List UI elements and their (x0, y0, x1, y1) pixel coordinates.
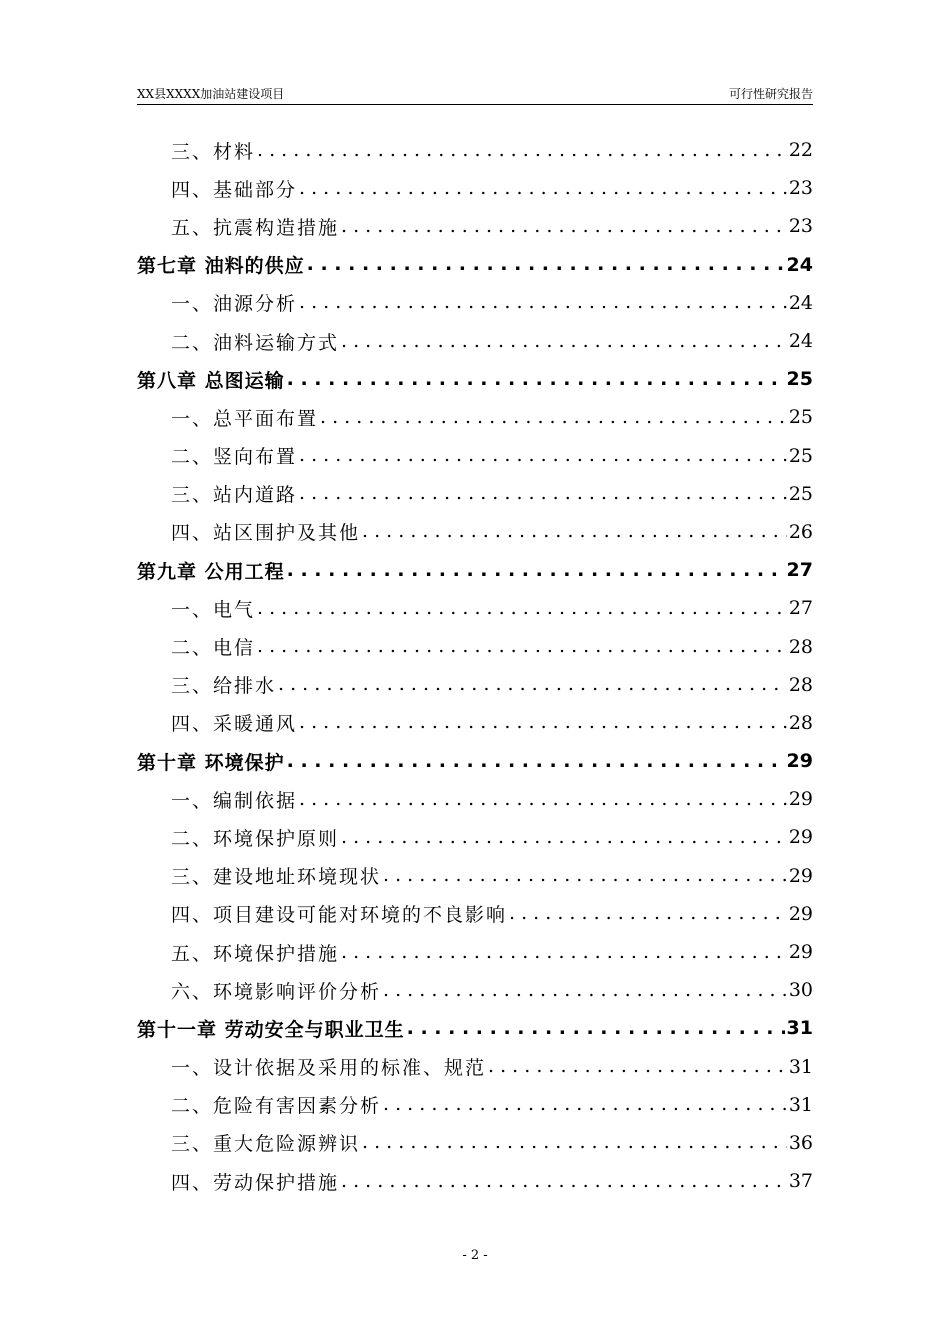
toc-section-entry[interactable] (137, 627, 813, 665)
toc-section-entry[interactable] (137, 666, 813, 704)
toc-dot-leader (257, 599, 787, 618)
toc-entry-page: 23 (788, 215, 813, 238)
toc-dot-leader (341, 943, 787, 962)
toc-entry-title: 五、抗震构造措施 (171, 216, 340, 239)
toc-dot-leader (383, 981, 787, 1000)
toc-entry-title: 五、环境保护措施 (171, 942, 340, 965)
toc-section-entry[interactable] (137, 857, 813, 895)
header-report-type: 可行性研究报告 (728, 87, 813, 101)
toc-entry-page: 37 (788, 1170, 813, 1193)
toc-entry-page: 29 (786, 750, 813, 773)
toc-section-entry[interactable] (137, 1086, 813, 1124)
toc-entry-title: 四、站区围护及其他 (171, 522, 361, 545)
toc-dot-leader (320, 408, 787, 427)
toc-section-entry[interactable] (137, 169, 813, 207)
toc-dot-leader (341, 217, 787, 236)
toc-chapter-entry[interactable] (137, 742, 813, 780)
toc-entry-page: 27 (786, 559, 813, 582)
toc-entry-title: 六、环境影响评价分析 (171, 980, 382, 1003)
toc-section-entry[interactable] (137, 1124, 813, 1162)
toc-section-entry[interactable] (137, 207, 813, 245)
toc-entry-page: 26 (788, 520, 813, 543)
toc-section-entry[interactable] (137, 398, 813, 436)
toc-dot-leader (299, 293, 787, 312)
toc-dot-leader (383, 1095, 787, 1114)
toc-entry-title: 四、项目建设可能对环境的不良影响 (171, 904, 508, 927)
toc-dot-leader (257, 637, 787, 656)
toc-section-entry[interactable] (137, 704, 813, 742)
toc-section-entry[interactable] (137, 131, 813, 169)
toc-entry-page: 31 (788, 1055, 813, 1078)
toc-section-entry[interactable] (137, 475, 813, 513)
toc-entry-title: 二、环境保护原则 (171, 827, 340, 850)
toc-entry-title: 一、设计依据及采用的标准、规范 (171, 1057, 487, 1080)
toc-section-entry[interactable] (137, 971, 813, 1009)
toc-entry-page: 25 (788, 406, 813, 429)
toc-entry-title: 二、电信 (171, 637, 256, 660)
toc-section-entry[interactable] (137, 1162, 813, 1200)
toc-entry-page: 24 (788, 291, 813, 314)
toc-entry-page: 24 (786, 253, 813, 276)
toc-chapter-entry[interactable] (137, 1009, 813, 1047)
toc-entry-title: 二、油料运输方式 (171, 331, 340, 354)
toc-entry-page: 29 (788, 941, 813, 964)
toc-dot-leader (287, 752, 785, 771)
toc-entry-title: 第十一章 劳动安全与职业卫生 (137, 1018, 405, 1041)
toc-entry-page: 28 (788, 673, 813, 696)
toc-entry-page: 28 (788, 711, 813, 734)
toc-entry-title: 三、重大危险源辨识 (171, 1133, 361, 1156)
toc-entry-page: 28 (788, 635, 813, 658)
toc-entry-title: 第七章 油料的供应 (137, 255, 305, 278)
toc-dot-leader (362, 1133, 787, 1152)
toc-entry-title: 一、总平面布置 (171, 407, 319, 430)
toc-entry-page: 30 (788, 979, 813, 1002)
toc-section-entry[interactable] (137, 513, 813, 551)
toc-entry-page: 23 (788, 177, 813, 200)
toc-section-entry[interactable] (137, 1048, 813, 1086)
toc-dot-leader (362, 522, 787, 541)
toc-section-entry[interactable] (137, 818, 813, 856)
toc-entry-page: 27 (788, 597, 813, 620)
toc-section-entry[interactable] (137, 437, 813, 475)
toc-dot-leader (299, 446, 787, 465)
toc-entry-title: 一、编制依据 (171, 789, 298, 812)
toc-entry-title: 四、劳动保护措施 (171, 1171, 340, 1194)
toc-dot-leader (287, 370, 785, 389)
toc-dot-leader (278, 675, 787, 694)
toc-dot-leader (307, 255, 785, 274)
toc-dot-leader (341, 828, 787, 847)
page-footer (0, 1248, 950, 1263)
toc-entry-page: 29 (788, 864, 813, 887)
toc-entry-page: 29 (788, 788, 813, 811)
toc-section-entry[interactable] (137, 895, 813, 933)
toc-section-entry[interactable] (137, 780, 813, 818)
toc-chapter-entry[interactable] (137, 246, 813, 284)
toc-section-entry[interactable] (137, 284, 813, 322)
toc-entry-page: 25 (786, 368, 813, 391)
toc-entry-page: 24 (788, 330, 813, 353)
toc-entry-page: 29 (788, 826, 813, 849)
toc-entry-title: 三、给排水 (171, 675, 277, 698)
toc-entry-title: 四、采暖通风 (171, 713, 298, 736)
toc-entry-title: 三、站内道路 (171, 484, 298, 507)
toc-dot-leader (383, 866, 787, 885)
toc-entry-page: 25 (788, 444, 813, 467)
page-number: - 2 - (462, 1248, 488, 1263)
toc-entry-title: 第八章 总图运输 (137, 369, 285, 392)
toc-chapter-entry[interactable] (137, 551, 813, 589)
toc-section-entry[interactable] (137, 322, 813, 360)
toc-entry-page: 22 (788, 139, 813, 162)
toc-dot-leader (341, 1172, 787, 1191)
toc-entry-title: 一、油源分析 (171, 293, 298, 316)
toc-dot-leader (257, 141, 787, 160)
toc-entry-page: 31 (786, 1017, 813, 1040)
toc-entry-title: 三、材料 (171, 140, 256, 163)
toc-dot-leader (299, 484, 787, 503)
toc-dot-leader (488, 1057, 787, 1076)
toc-entry-title: 一、电气 (171, 598, 256, 621)
page-header (137, 82, 813, 105)
toc-entry-title: 第九章 公用工程 (137, 560, 285, 583)
toc-dot-leader (407, 1019, 785, 1038)
toc-entry-page: 31 (788, 1093, 813, 1116)
toc-dot-leader (299, 179, 787, 198)
table-of-contents (137, 131, 813, 1200)
toc-dot-leader (509, 904, 787, 923)
toc-entry-title: 第十章 环境保护 (137, 751, 285, 774)
toc-chapter-entry[interactable] (137, 360, 813, 398)
toc-entry-title: 二、竖向布置 (171, 446, 298, 469)
toc-section-entry[interactable] (137, 933, 813, 971)
toc-dot-leader (341, 332, 787, 351)
toc-section-entry[interactable] (137, 589, 813, 627)
toc-entry-page: 36 (788, 1131, 813, 1154)
header-project-title: XX县XXXX加油站建设项目 (137, 87, 285, 101)
toc-entry-page: 29 (788, 902, 813, 925)
toc-entry-title: 二、危险有害因素分析 (171, 1095, 382, 1118)
toc-dot-leader (299, 790, 787, 809)
toc-dot-leader (299, 713, 787, 732)
toc-entry-title: 四、基础部分 (171, 178, 298, 201)
toc-entry-title: 三、建设地址环境现状 (171, 866, 382, 889)
toc-dot-leader (287, 561, 785, 580)
toc-entry-page: 25 (788, 482, 813, 505)
